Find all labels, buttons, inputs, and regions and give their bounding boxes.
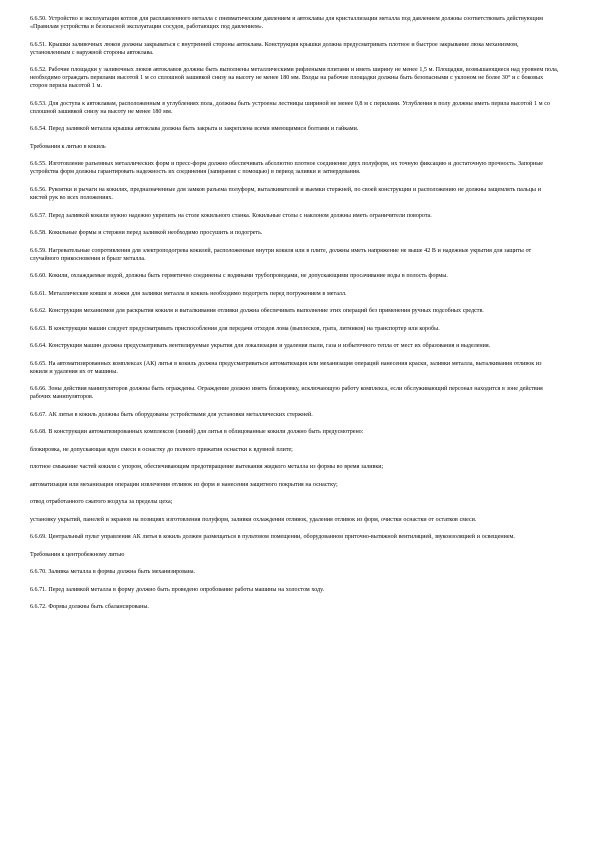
paragraph-6-6-54: 6.6.54. Перед заливкой металла крышка автоклава должна быть закрыта и закреплена всеми имеющимися болтами и гайками. bbox=[30, 126, 359, 133]
paragraph-6-6-59: 6.6.59. Нагревательные сопротивления для электроподогрева кокилей, расположенные внутри кокиля или в плите, должны иметь напряжение не выше 42 В и надежные укрытия для защиты от случайного прикосновения и брызг металла. bbox=[30, 247, 532, 262]
paragraph-6-6-71: 6.6.71. Перед заливкой металла в форму должно быть проведено опробование работы машины на холостом ходу. bbox=[30, 586, 325, 593]
list-item-shelters: установку укрытий, панелей и экранов на позициях изготовления полуформ, заливки охлаждения отливок, удаления отливок из форм, очистки оснастки от остатков смеси. bbox=[30, 516, 477, 523]
paragraph-6-6-55: 6.6.55. Изготовление разъемных металлических форм и пресс-форм должно обеспечивать абсолютно плотное соединение двух полуформ, их точную фиксацию и достаточную прочность. Запорные устройства форм должны гарантировать надежность их соединения (запирание с помощью) в период заливки и затвердевания. bbox=[30, 161, 543, 176]
list-item-air-exhaust: отвод отработанного сжатого воздуха за пределы цеха; bbox=[30, 499, 173, 506]
list-item-tight-closure: плотное смыкание частей кокиля с упором, обеспечивающим предотвращение вытекания жидкого металла из формы во время заливки; bbox=[30, 464, 384, 471]
paragraph-6-6-53: 6.6.53. Для доступа к автоклавам, расположенным в углублениях пола, должны быть устроены лестницы шириной не менее 0,8 м с перилами. Углубления в полу должны иметь перила высотой 1 м со сплошной зашивкой снизу на высоту не менее 180 мм. bbox=[30, 100, 550, 115]
list-item-blocking: блокировка, не допускающая вдув смеси в оснастку до полного прижатия оснастки к вдувной плите; bbox=[30, 446, 293, 453]
paragraph-6-6-58: 6.6.58. Кокильные формы и стержни перед заливкой необходимо просушить и подогреть. bbox=[30, 230, 263, 237]
paragraph-6-6-70: 6.6.70. Заливка металла в формы должна быть механизирована. bbox=[30, 569, 196, 576]
section-heading-chill-casting: Требования к литью в кокиль bbox=[30, 143, 106, 150]
paragraph-6-6-61: 6.6.61. Металлические ковши и ложки для заливки металла в кокиль необходимо подогреть перед погружением в металл. bbox=[30, 290, 347, 297]
section-heading-centrifugal-casting: Требования к центробежному литью bbox=[30, 551, 125, 558]
paragraph-6-6-65: 6.6.65. На автоматизированных комплексах (АК) литья в кокиль должна предусматриваться автоматизация или механизация операций нанесения краски, заливки металла, выталкивания отливок из кокиля и удаления их от машины. bbox=[30, 360, 542, 375]
paragraph-6-6-72: 6.6.72. Формы должны быть сбалансированы. bbox=[30, 603, 149, 610]
paragraph-6-6-56: 6.6.56. Рукоятки и рычаги на кокилях, предназначенные для замков разъема полуформ, выталкивателей и выемки стержней, по своей конструкции и расположению не должны защемлять пальцы и кистей рук во всех положениях. bbox=[30, 186, 541, 202]
paragraph-6-6-64: 6.6.64. Конструкция машин должна предусматривать вентилируемые укрытия для локализации и удаления пыли, газа и избыточного тепла от мест их образования и выделения. bbox=[30, 343, 491, 350]
paragraph-6-6-57: 6.6.57. Перед заливкой кокили нужно надежно укрепить на столе кокильного станка. Кокильные столы с наклоном должны иметь ограничители поворота. bbox=[30, 212, 432, 219]
paragraph-6-6-60: 6.6.60. Кокили, охлаждаемые водой, должны быть герметично соединены с водяными трубопроводами, не допускающими просачивание воды в полость формы. bbox=[30, 273, 448, 280]
paragraph-6-6-68: 6.6.68. В конструкции автоматизированных комплексов (линий) для литья в облицованные кокили должно быть предусмотрено: bbox=[30, 429, 364, 436]
paragraph-6-6-66: 6.6.66. Зоны действия манипуляторов должны быть ограждены. Ограждение должно иметь блокировку, исключающую работу комплекса, если обслуживающий персонал находится в зоне действия рабочих манипуляторов. bbox=[30, 386, 543, 401]
paragraph-6-6-50: 6.6.50. Устройство и эксплуатация котлов для расплавленного металла с пневматическим давлением и автоклавы для кристаллизации металла под давлением должны соответствовать действующим «Правилам устройства и безопасной эксплуатации сосудов, работающих под давлением». bbox=[30, 16, 543, 31]
paragraph-6-6-63: 6.6.63. В конструкции машин следует предусматривать приспособления для передачи отходов лома (выплесков, грата, литников) на транспортер или коробы. bbox=[30, 325, 440, 332]
paragraph-6-6-51: 6.6.51. Крышки заливочных люков должны закрываться с внутренней стороны автоклава. Конструкция крышки должна предусматривать плотное и быстрое закрывание люка механизмом, установленным с наружной стороны автоклава. bbox=[30, 41, 519, 56]
paragraph-6-6-69: 6.6.69. Центральный пульт управления АК литья в кокиль должен размещаться в пультовом помещении, оборудованном приточно-вытяжной вентиляцией, звукоизоляцией и освещением. bbox=[30, 534, 515, 541]
paragraph-6-6-52: 6.6.52. Рабочие площадки у заливочных люков автоклавов должны быть выполнены металлическими рифлеными плитами и иметь ширину не менее 1,5 м. Площадки, возвышающиеся над уровнем пола, необходимо ограждать перилами высотой 1 м со сплошной зашивкой снизу на высоту не менее 180 мм. Входы на рабочие площадки должны быть безопасными с уклоном не более 30° и с боковых сторон перила высотой 1 м. bbox=[30, 67, 559, 90]
paragraph-6-6-62: 6.6.62. Конструкция механизмов для раскрытия кокиля и выталкивания отливки должна обеспечивать выполнение этих операций без применения ручных подсобных средств. bbox=[30, 308, 484, 315]
list-item-automation: автоматизация или механизация операции извлечения отливок из форм и нанесения защитного покрытия на оснастку; bbox=[30, 481, 338, 488]
paragraph-6-6-67: 6.6.67. АК литья в кокиль должны быть оборудованы устройствами для установки металлических стержней. bbox=[30, 411, 313, 418]
